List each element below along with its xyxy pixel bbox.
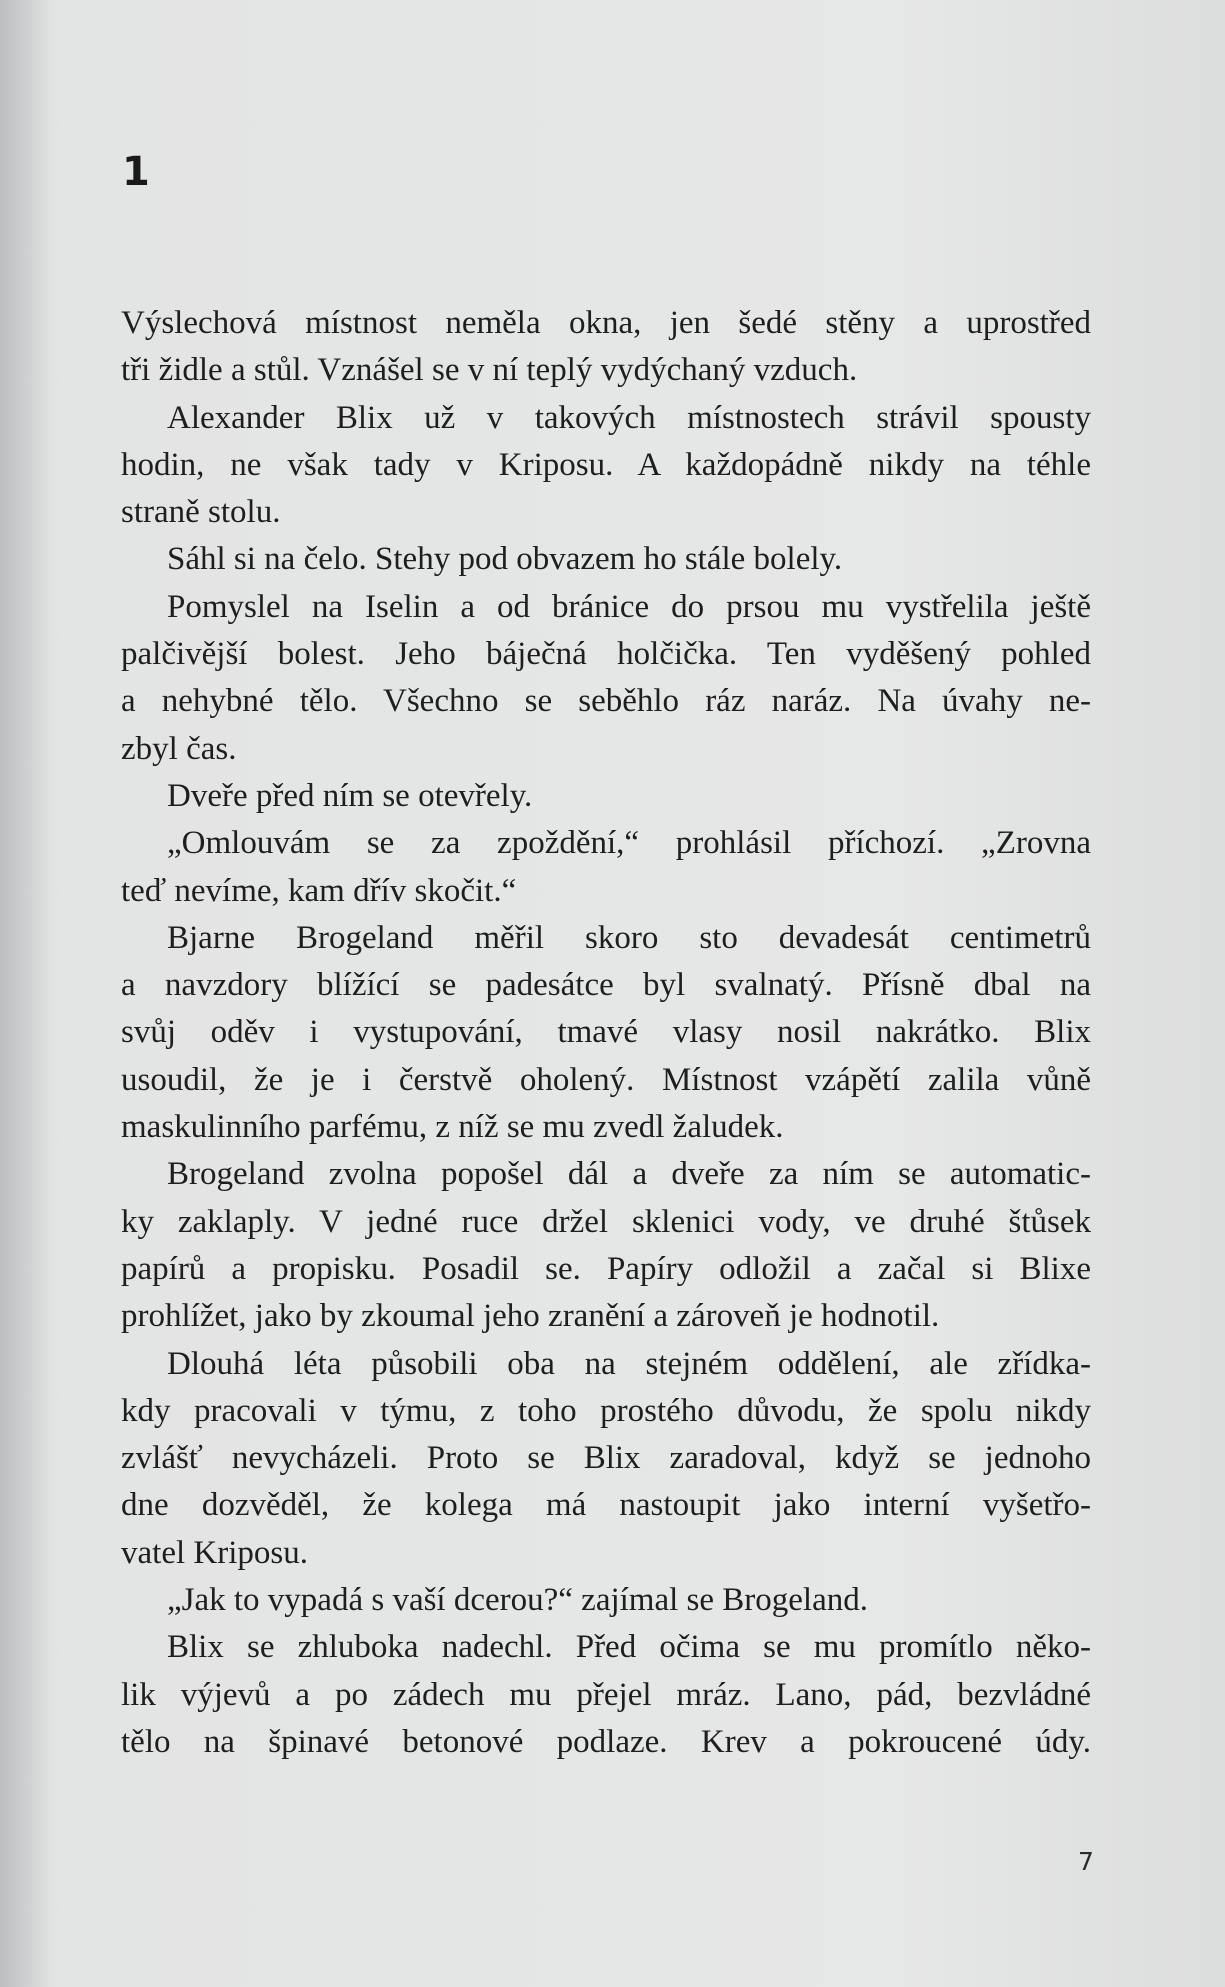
text-line: tělo na špinavé betonové podlaze. Krev a pokroucené údy.: [121, 1723, 1091, 1760]
text-line: Bjarne Brogeland měřil skoro sto devadesát centimetrů: [167, 919, 1091, 956]
text-line: Sáhl si na čelo. Stehy pod obvazem ho stále bolely.: [167, 541, 843, 578]
text-line: zbyl čas.: [121, 730, 237, 767]
chapter-body-text: [121, 300, 1091, 1766]
text-line: a navzdory blížící se padesátce byl svalnatý. Přísně dbal na: [121, 967, 1091, 1004]
text-line: ky zaklaply. V jedné ruce držel sklenici vody, ve druhé štůsek: [121, 1203, 1091, 1240]
text-line: a nehybné tělo. Všechno se seběhlo ráz naráz. Na úvahy ne-: [121, 683, 1091, 720]
text-line: „Jak to vypadá s vaší dcerou?“ zajímal se Brogeland.: [167, 1582, 868, 1619]
text-line: Blix se zhluboka nadechl. Před očima se mu promítlo něko-: [167, 1629, 1091, 1666]
text-line: kdy pracovali v týmu, z toho prostého důvodu, že spolu nikdy: [121, 1392, 1091, 1429]
text-line: Pomyslel na Iselin a od bránice do prsou mu vystřelila ještě: [167, 588, 1091, 625]
text-line: usoudil, že je i čerstvě oholený. Místnost vzápětí zalila vůně: [121, 1061, 1091, 1098]
text-line: Dveře před ním se otevřely.: [167, 777, 533, 814]
text-line: straně stolu.: [121, 494, 281, 531]
text-line: Alexander Blix už v takových místnostech strávil spousty: [167, 399, 1091, 436]
text-line: vatel Kriposu.: [121, 1534, 308, 1571]
text-line: dne dozvěděl, že kolega má nastoupit jako interní vyšetřo-: [121, 1487, 1091, 1524]
page-number: 7: [1078, 1847, 1094, 1876]
text-line: papírů a propisku. Posadil se. Papíry odložil a začal si Blixe: [121, 1250, 1091, 1287]
text-line: maskulinního parfému, z níž se mu zvedl žaludek.: [121, 1109, 784, 1146]
text-line: Dlouhá léta působili oba na stejném oddělení, ale zřídka-: [167, 1345, 1091, 1382]
text-line: hodin, ne však tady v Kriposu. A každopádně nikdy na téhle: [121, 446, 1091, 483]
text-line: lik výjevů a po zádech mu přejel mráz. Lano, pád, bezvládné: [121, 1676, 1091, 1713]
text-line: tři židle a stůl. Vznášel se v ní teplý vydýchaný vzduch.: [121, 352, 858, 389]
text-line: Výslechová místnost neměla okna, jen šedé stěny a uprostřed: [121, 305, 1091, 341]
text-line: teď nevíme, kam dřív skočit.“: [121, 872, 517, 909]
text-line: prohlížet, jako by zkoumal jeho zranění a zároveň je hodnotil.: [121, 1298, 940, 1335]
text-line: Brogeland zvolna popošel dál a dveře za ním se automatic-: [167, 1156, 1091, 1193]
text-line: palčivější bolest. Jeho báječná holčička. Ten vyděšený pohled: [121, 636, 1091, 673]
chapter-number: 1: [122, 149, 150, 195]
text-line: „Omlouvám se za zpoždění,“ prohlásil příchozí. „Zrovna: [167, 825, 1091, 862]
text-line: zvlášť nevycházeli. Proto se Blix zaradoval, když se jednoho: [121, 1440, 1091, 1477]
text-line: svůj oděv i vystupování, tmavé vlasy nosil nakrátko. Blix: [121, 1014, 1091, 1051]
